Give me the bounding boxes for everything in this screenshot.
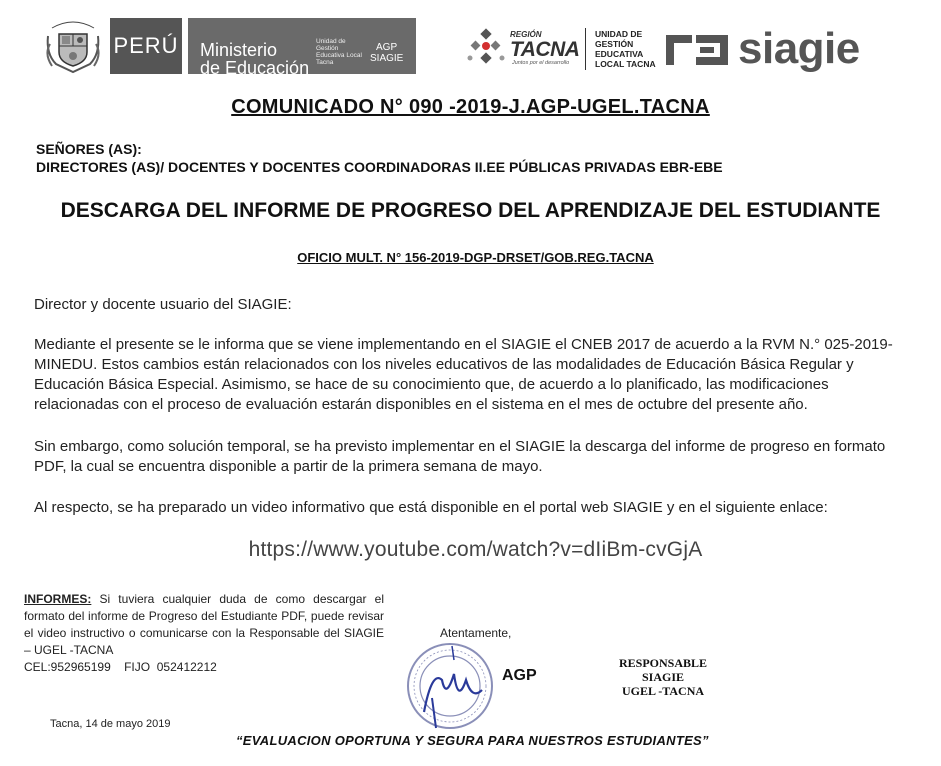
juntos-label: Juntos por el desarrollo <box>512 60 570 66</box>
ugel-line-3: EDUCATIVA <box>595 49 644 59</box>
official-seal-signature-icon <box>402 640 502 732</box>
region-tacna-logo-icon <box>466 28 508 68</box>
greeting: Director y docente usuario del SIAGIE: <box>34 296 292 313</box>
oficio-reference: OFICIO MULT. N° 156-2019-DGP-DRSET/GOB.REG.TACNA <box>297 250 654 265</box>
recipients-line1: SEÑORES (AS): <box>36 141 142 157</box>
peru-coat-of-arms-icon <box>44 14 102 76</box>
agp-signature-label: AGP <box>502 667 537 684</box>
atentamente: Atentamente, <box>440 626 512 640</box>
header-divider <box>585 28 586 70</box>
ugel-line-1: UNIDAD DE <box>595 29 643 39</box>
paragraph-2: Sin embargo, como solución temporal, se ha previsto implementar en el SIAGIE la descarga del informe de progreso en formato PDF, la cual se encuentra disponible a partir de la primera semana de mayo. <box>34 438 886 475</box>
siagie-brand: siagie <box>738 24 860 73</box>
contact-phones: CEL:952965199 FIJO 052412212 <box>24 660 217 674</box>
main-title: DESCARGA DEL INFORME DE PROGRESO DEL APRENDIZAJE DEL ESTUDIANTE <box>60 199 881 222</box>
siagie-small-label: SIAGIE <box>370 53 404 64</box>
responsable-line-1: RESPONSABLE <box>618 656 708 670</box>
unidad-small-1: Unidad de <box>316 38 346 45</box>
paragraph-1: Mediante el presente se le informa que se viene implementando en el SIAGIE el CNEB 2017 de acuerdo a la RVM N.° 025-2019-MINEDU. Estos cambios están relacionados con los niveles educativos de las modalidades de Educación Básica Regular y Educación Básica Especial. Asimismo, se hace de su conocimiento que, de acuerdo a lo planificado, las modificaciones relacionadas con el proceso de evaluación estarán disponibles en el sistema en el mes de octubre del presente año. <box>34 336 893 413</box>
date: Tacna, 14 de mayo 2019 <box>50 718 171 730</box>
peru-label: PERÚ <box>110 18 182 74</box>
slogan: “EVALUACION OPORTUNA Y SEGURA PARA NUESTROS ESTUDIANTES” <box>236 733 709 748</box>
informes-block <box>24 591 384 659</box>
recipients-line2: DIRECTORES (AS)/ DOCENTES Y DOCENTES COORDINADORAS II.EE PÚBLICAS PRIVADAS EBR-EBE <box>36 159 723 175</box>
ugel-line-2: GESTIÓN <box>595 39 634 49</box>
agp-small-label: AGP <box>376 42 398 53</box>
siagie-logo-icon <box>662 27 732 73</box>
ugel-line-4: LOCAL TACNA <box>595 59 656 69</box>
region-label: REGIÓN <box>510 30 542 39</box>
paragraph-3: Al respecto, se ha preparado un video informativo que está disponible en el portal web SIAGIE y en el siguiente enlace: <box>34 499 828 516</box>
responsable-line-3: UGEL -TACNA <box>621 684 705 698</box>
comunicado-title: COMUNICADO N° 090 -2019-J.AGP-UGEL.TACNA <box>231 96 710 118</box>
unidad-small-3: Educativa Local <box>316 52 362 59</box>
youtube-link[interactable]: https://www.youtube.com/watch?v=dIiBm-cvGjA <box>248 538 703 561</box>
ugel-lines <box>595 29 656 69</box>
ministerio-line1: Ministerio <box>200 40 278 60</box>
informes-text: Si tuviera cualquier duda de como descargar el formato del informe de Progreso del Estudiante PDF, puede revisar el video instructivo o comunicarse con la Responsable del SIAGIE – UGEL -TACNA <box>24 592 384 657</box>
responsable-block <box>598 656 728 698</box>
unidad-small-2: Gestión <box>316 45 339 52</box>
informes-label: INFORMES: <box>24 592 92 606</box>
tacna-label: TACNA <box>510 38 580 61</box>
ministerio-line2: de Educación <box>200 58 310 78</box>
ministerio-banner <box>188 18 416 78</box>
unidad-small-4: Tacna <box>316 59 334 66</box>
responsable-line-2: SIAGIE <box>641 670 685 684</box>
